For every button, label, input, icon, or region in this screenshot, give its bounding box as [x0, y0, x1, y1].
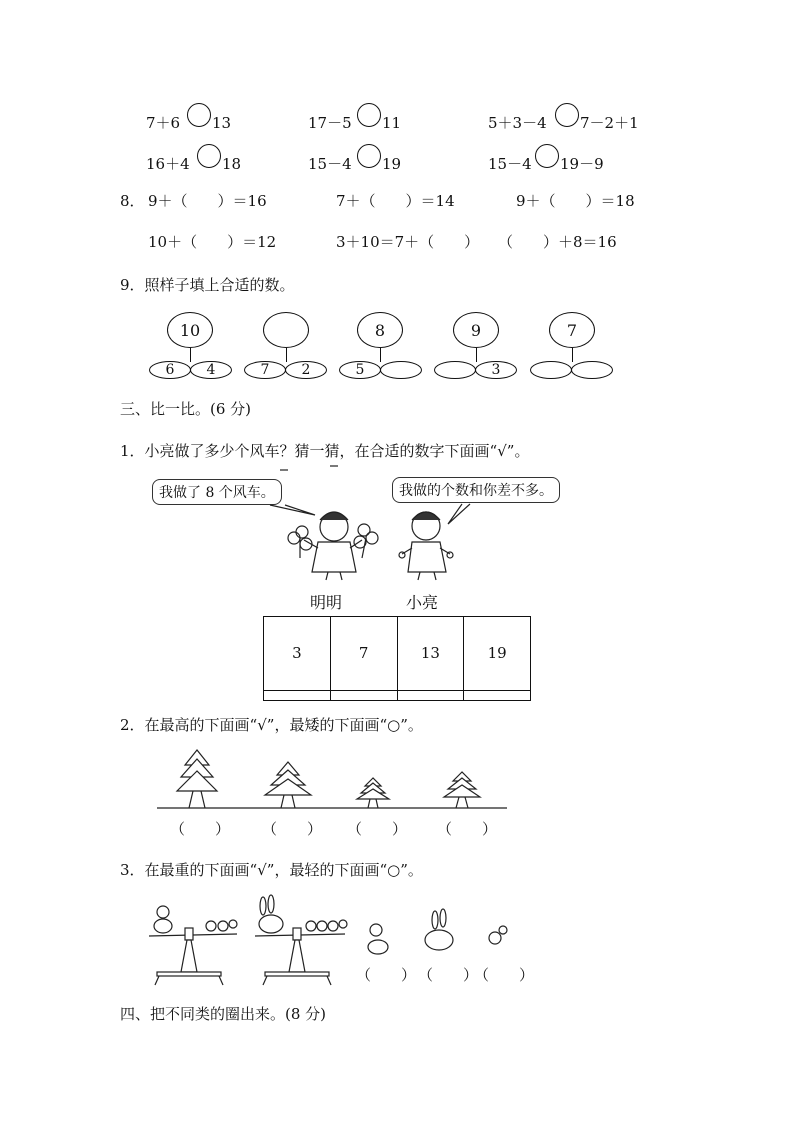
- flower-stem: [476, 348, 477, 362]
- fill-blank-equation[interactable]: （ ）＋8＝16: [498, 233, 617, 251]
- answer-parens[interactable]: （ ）: [347, 820, 408, 838]
- table-cell: 19: [464, 617, 531, 691]
- answer-cell[interactable]: [464, 690, 531, 701]
- answer-cell[interactable]: [330, 690, 397, 701]
- compare-circle[interactable]: [555, 103, 579, 127]
- answer-parens[interactable]: （ ）: [474, 966, 535, 984]
- compare-circle[interactable]: [197, 144, 221, 168]
- speech-bubble-left: 我做了 8 个风车。: [152, 479, 282, 505]
- name-xiaoliang: 小亮: [406, 593, 439, 612]
- flower-stem: [190, 348, 191, 362]
- expr-left: 15－4: [488, 155, 532, 173]
- expr-left: 17－5: [308, 114, 352, 132]
- expr-right: 11: [382, 114, 402, 132]
- flower-left-leaf: 5: [339, 361, 381, 379]
- flower-left-leaf[interactable]: [434, 361, 476, 379]
- section-3-q3-title: 3．在最重的下面画“√”，最轻的下面画“○”。: [120, 861, 423, 879]
- name-mingming: 明明: [310, 593, 343, 612]
- flower-top-circle[interactable]: [263, 312, 309, 348]
- expr-left: 5＋3－4: [488, 114, 547, 132]
- expr-right: 19－9: [560, 155, 604, 173]
- section-3-q2-title: 2．在最高的下面画“√”，最矮的下面画“○”。: [120, 716, 423, 734]
- fill-blank-equation[interactable]: 3＋10＝7＋（ ）: [336, 233, 480, 251]
- flower-stem: [380, 348, 381, 362]
- boys-illustration: [150, 460, 570, 590]
- flower-top-circle: 7: [549, 312, 595, 348]
- answer-parens[interactable]: （ ）: [418, 966, 479, 984]
- answer-parens[interactable]: （ ）: [356, 966, 417, 984]
- expr-right: 7－2＋1: [580, 114, 639, 132]
- expr-left: 15－4: [308, 155, 352, 173]
- table-cell: 13: [397, 617, 464, 691]
- speech-bubble-right: 我做的个数和你差不多。: [392, 477, 560, 503]
- answer-cell[interactable]: [264, 690, 331, 701]
- question-number: 8．: [120, 192, 145, 210]
- expr-left: 7＋6: [146, 114, 181, 132]
- compare-circle[interactable]: [535, 144, 559, 168]
- trees-illustration: [155, 745, 515, 815]
- flower-left-leaf[interactable]: [530, 361, 572, 379]
- flower-right-leaf[interactable]: [571, 361, 613, 379]
- flower-right-leaf: 4: [190, 361, 232, 379]
- expr-left: 16＋4: [146, 155, 190, 173]
- compare-circle[interactable]: [187, 103, 211, 127]
- flower-right-leaf: 2: [285, 361, 327, 379]
- compare-circle[interactable]: [357, 144, 381, 168]
- answer-parens[interactable]: （ ）: [170, 820, 231, 838]
- flower-top-circle: 10: [167, 312, 213, 348]
- answer-parens[interactable]: （ ）: [437, 820, 498, 838]
- flower-stem: [572, 348, 573, 362]
- fill-blank-equation[interactable]: 10＋（ ）＝12: [148, 233, 277, 251]
- flower-left-leaf: 6: [149, 361, 191, 379]
- fill-blank-equation[interactable]: 9＋（ ）＝16: [148, 192, 267, 210]
- table-cell: 3: [264, 617, 331, 691]
- section-3-title: 三、比一比。(6 分): [120, 400, 252, 418]
- flower-top-circle: 8: [357, 312, 403, 348]
- flower-top-circle: 9: [453, 312, 499, 348]
- flower-left-leaf: 7: [244, 361, 286, 379]
- fill-blank-equation[interactable]: 7＋（ ）＝14: [336, 192, 455, 210]
- table-cell: 7: [330, 617, 397, 691]
- expr-right: 19: [382, 155, 402, 173]
- flower-stem: [286, 348, 287, 362]
- compare-circle[interactable]: [357, 103, 381, 127]
- fill-blank-equation[interactable]: 9＋（ ）＝18: [516, 192, 635, 210]
- section-3-q1-title: 1．小亮做了多少个风车？猜一猜，在合适的数字下面画“√”。: [120, 442, 530, 460]
- answer-parens[interactable]: （ ）: [262, 820, 323, 838]
- answer-table: [263, 616, 531, 701]
- flower-right-leaf[interactable]: [380, 361, 422, 379]
- expr-right: 18: [222, 155, 242, 173]
- question-9-title: 9．照样子填上合适的数。: [120, 276, 295, 294]
- flower-right-leaf: 3: [475, 361, 517, 379]
- answer-cell[interactable]: [397, 690, 464, 701]
- section-4-title: 四、把不同类的圈出来。(8 分): [120, 1005, 327, 1023]
- expr-right: 13: [212, 114, 232, 132]
